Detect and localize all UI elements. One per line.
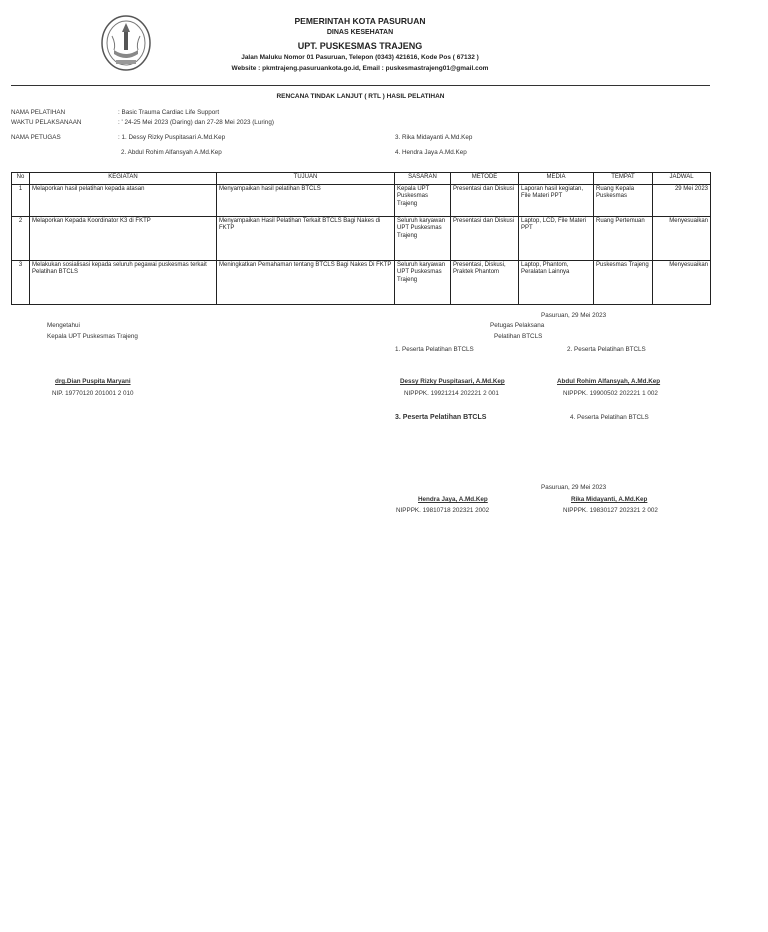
cell-tujuan: Menyampaikan hasil pelatihan BTCLS xyxy=(217,185,395,217)
cell-jadwal: Menyesuaikan xyxy=(653,217,711,261)
cell-metode: Presentasi dan Diskusi xyxy=(451,217,519,261)
cell-no: 2 xyxy=(12,217,30,261)
cell-media: Laporan hasil kegiatan, File Materi PPT xyxy=(519,185,594,217)
cell-media: Laptop, Phantom, Peralatan Lainnya xyxy=(519,261,594,305)
cell-kegiatan: Melaporkan hasil pelatihan kepada atasan xyxy=(30,185,217,217)
cell-jadwal: Menyesuaikan xyxy=(653,261,711,305)
participant-1-nip: NIPPPK. 19921214 202221 2 001 xyxy=(404,390,499,397)
letterhead-address: Jalan Maluku Nomor 01 Pasuruan, Telepon (0343) 421616, Kode Pos ( 67132 ) xyxy=(241,54,479,61)
training-value: : Basic Trauma Cardiac Life Support xyxy=(118,109,220,116)
training-label: NAMA PELATIHAN xyxy=(11,109,66,116)
place-date-2: Pasuruan, 29 Mei 2023 xyxy=(541,484,607,491)
officer-label: NAMA PETUGAS xyxy=(11,134,61,141)
officer-title-1: Petugas Pelaksana xyxy=(490,322,545,329)
schedule-value: : ' 24-25 Mei 2023 (Daring) dan 27-28 Mei 2023 (Luring) xyxy=(118,119,274,126)
participant-4-caption: 4. Peserta Pelatihan BTCLS xyxy=(570,414,649,421)
cell-media: Laptop, LCD, File Materi PPT xyxy=(519,217,594,261)
head-title: Kepala UPT Puskesmas Trajeng xyxy=(47,333,138,340)
schedule-label: WAKTU PELAKSANAAN xyxy=(11,119,82,126)
header-metode: METODE xyxy=(451,173,519,185)
cell-tempat: Ruang Kepala Puskesmas xyxy=(594,185,653,217)
cell-sasaran: Seluruh karyawan UPT Puskesmas Trajeng xyxy=(395,217,451,261)
table-header-row xyxy=(12,173,711,185)
participant-2-nip: NIPPPK. 19900502 202221 1 002 xyxy=(563,390,658,397)
header-sasaran: SASARAN xyxy=(395,173,451,185)
cell-tempat: Ruang Pertemuan xyxy=(594,217,653,261)
participant-3-name: Hendra Jaya, A.Md.Kep xyxy=(418,496,488,503)
head-name: drg.Dian Puspita Maryani xyxy=(55,378,131,385)
participant-3-nip: NIPPPK. 19810718 202321 2002 xyxy=(396,507,490,514)
letterhead-office: DINAS KESEHATAN xyxy=(326,29,394,36)
participant-1-name: Dessy Rizky Puspitasari, A.Md.Kep xyxy=(400,378,505,385)
acknowledged-label: Mengetahui xyxy=(47,322,80,329)
officer-4: 4. Hendra Jaya A.Md.Kep xyxy=(395,149,467,156)
cell-metode: Presentasi, Diskusi, Praktek Phantom xyxy=(451,261,519,305)
header-tempat: TEMPAT xyxy=(594,173,653,185)
participant-2-caption: 2. Peserta Pelatihan BTCLS xyxy=(567,346,646,353)
cell-sasaran: Seluruh karyawan UPT Puskesmas Trajeng xyxy=(395,261,451,305)
cell-tujuan: Meningkatkan Pemahaman tentang BTCLS Bagi Nakes Di FKTP xyxy=(217,261,395,305)
participant-2-name: Abdul Rohim Alfansyah, A.Md.Kep xyxy=(557,378,661,385)
participant-3-caption: 3. Peserta Pelatihan BTCLS xyxy=(395,414,487,421)
cell-sasaran: Kepala UPT Puskesmas Trajeng xyxy=(395,185,451,217)
letterhead-unit: UPT. PUSKESMAS TRAJENG xyxy=(297,41,423,51)
participant-4-nip: NIPPPK. 19830127 202321 2 002 xyxy=(563,507,658,514)
city-emblem-logo xyxy=(100,14,152,72)
participant-1-caption: 1. Peserta Pelatihan BTCLS xyxy=(395,346,474,353)
letterhead-divider xyxy=(11,85,710,86)
header-kegiatan: KEGIATAN xyxy=(30,173,217,185)
header-tujuan: TUJUAN xyxy=(217,173,395,185)
cell-no: 1 xyxy=(12,185,30,217)
officer-2: 2. Abdul Rohim Alfansyah A.Md.Kep xyxy=(121,149,222,156)
cell-jadwal: 29 Mei 2023 xyxy=(653,185,711,217)
letterhead-website: Website : pkmtrajeng.pasuruankota.go.id, Email : puskesmastrajeng01@gmail.com xyxy=(231,65,489,72)
cell-metode: Presentasi dan Diskusi xyxy=(451,185,519,217)
header-media: MEDIA xyxy=(519,173,594,185)
cell-tempat: Puskesmas Trajeng xyxy=(594,261,653,305)
document-title: RENCANA TINDAK LANJUT ( RTL ) HASIL PELATIHAN xyxy=(276,93,445,100)
place-date: Pasuruan, 29 Mei 2023 xyxy=(541,312,607,319)
table-row xyxy=(12,261,711,305)
cell-kegiatan: Melakukan sosialisasi kepada seluruh pegawai puskesmas terkait Pelatihan BTCLS xyxy=(30,261,217,305)
letterhead-government: PEMERINTAH KOTA PASURUAN xyxy=(294,16,426,26)
table-row xyxy=(12,185,711,217)
header-jadwal: JADWAL xyxy=(653,173,711,185)
officer-1: : 1. Dessy Rizky Puspitasari A.Md.Kep xyxy=(118,134,226,141)
rtl-table xyxy=(11,172,711,305)
header-no: No xyxy=(12,173,30,185)
cell-no: 3 xyxy=(12,261,30,305)
cell-tujuan: Menyampaikan Hasil Pelatihan Terkait BTCLS Bagi Nakes di FKTP xyxy=(217,217,395,261)
head-nip: NIP. 19770120 201001 2 010 xyxy=(52,390,134,397)
table-row xyxy=(12,217,711,261)
officer-3: 3. Rika Midayanti A.Md.Kep xyxy=(395,134,473,141)
participant-4-name: Rika Midayanti, A.Md.Kep xyxy=(571,496,648,503)
officer-title-2: Pelatihan BTCLS xyxy=(494,333,543,340)
cell-kegiatan: Melaporkan Kepada Koordinator K3 di FKTP xyxy=(30,217,217,261)
